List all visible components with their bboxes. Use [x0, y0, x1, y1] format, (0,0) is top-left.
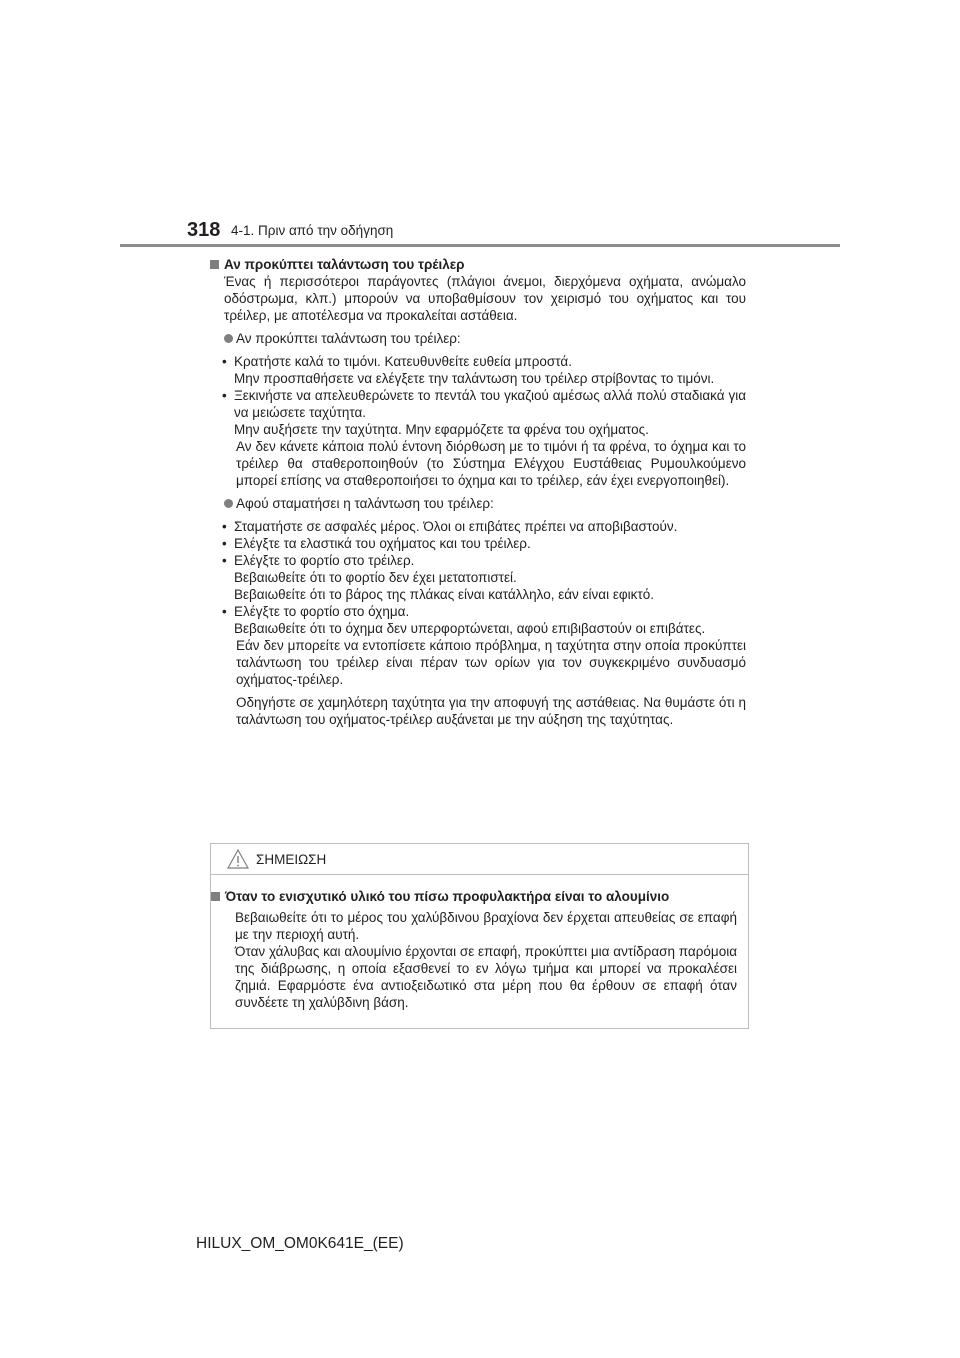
bullet-title: Κρατήστε καλά το τιμόνι. Κατευθυνθείτε ευθεία μπροστά.: [234, 354, 572, 369]
note-paragraph: Όταν χάλυβας και αλουμίνιο έρχονται σε επαφή, προκύπτει μια αντίδραση παρόμοια της διάβρωσης, η οποία εξασθενεί το εν λόγω τμήμα και μπορεί να προκαλέσει ζημιά. Εφαρμόστε ένα αντιοξειδωτικό στα μέρη που θα έρθουν σε επαφή όταν συνδέετε τη χαλύβδινη βάση.: [235, 944, 737, 1010]
square-bullet-icon: [211, 892, 220, 901]
bullet-list: [210, 518, 746, 637]
main-content: [210, 256, 746, 728]
bullet-subtext: Βεβαιωθείτε ότι το όχημα δεν υπερφορτώνεται, αφού επιβιβαστούν οι επιβάτες.: [234, 621, 706, 636]
square-bullet-icon: [210, 260, 219, 269]
list-item: [224, 330, 746, 347]
item-followup: Εάν δεν μπορείτε να εντοπίσετε κάποιο πρόβλημα, η ταχύτητα στην οποία προκύπτει ταλάντωση του τρέιλερ είναι πέραν των ορίων για τον συγκεκριμένο συνδυασμό οχήματος-τρέιλερ.: [236, 638, 746, 687]
dot-bullet: •: [222, 388, 227, 403]
section-heading-text: Αν προκύπτει ταλάντωση του τρέιλερ: [224, 257, 465, 272]
list-item: [224, 495, 746, 512]
bullet-subtext: Βεβαιωθείτε ότι το βάρος της πλάκας είναι κατάλληλο, εάν είναι εφικτό.: [234, 587, 654, 602]
circle-bullet-icon: [224, 334, 233, 343]
item-followup: Αν δεν κάνετε κάποια πολύ έντονη διόρθωση με το τιμόνι ή τα φρένα, το όχημα και το τρέιλερ θα σταθεροποιηθούν (το Σύστημα Ελέγχου Ευστάθειας Ρυμουλκούμενο μπορεί επίσης να σταθεροποιήσει το όχημα και το τρέιλερ, εάν έχει ενεργοποιηθεί).: [236, 439, 746, 488]
bullet-item: [222, 518, 746, 535]
note-heading-text: Όταν το ενισχυτικό υλικό του πίσω προφυλακτήρα είναι το αλουμίνιο: [225, 889, 670, 904]
dot-bullet: •: [222, 604, 227, 619]
intro-paragraph: Ένας ή περισσότεροι παράγοντες (πλάγιοι άνεμοι, διερχόμενα οχήματα, ανώμαλο οδόστρωμα, κλπ.) μπορούν να υποβαθμίσουν τον χειρισμό του οχήματος και του τρέιλερ, με αποτέλεσμα να προκαλείται αστάθεια.: [224, 274, 746, 323]
header-rule: [120, 244, 840, 247]
bullet-title: Σταματήστε σε ασφαλές μέρος. Όλοι οι επιβάτες πρέπει να αποβιβαστούν.: [234, 519, 678, 534]
bullet-list: [210, 353, 746, 438]
note-label: ΣΗΜΕΙΩΣΗ: [256, 852, 327, 867]
bullet-item: [222, 353, 746, 387]
bullet-item: [222, 603, 746, 637]
bullet-item: [222, 387, 746, 438]
bullet-subtext: Μην αυξήσετε την ταχύτητα. Μην εφαρμόζετε τα φρένα του οχήματος.: [234, 422, 649, 437]
circle-bullet-icon: [224, 499, 233, 508]
list-item-title: Αφού σταματήσει η ταλάντωση του τρέιλερ:: [236, 496, 494, 511]
note-heading: [211, 888, 737, 905]
dot-bullet: •: [222, 354, 227, 369]
section-title: 4-1. Πριν από την οδήγηση: [231, 223, 394, 238]
note-header: [211, 844, 748, 875]
dot-bullet: •: [222, 519, 227, 534]
list-item-title: Αν προκύπτει ταλάντωση του τρέιλερ:: [236, 331, 461, 346]
item-followup: Οδηγήστε σε χαμηλότερη ταχύτητα για την αποφυγή της αστάθειας. Να θυμάστε ότι η ταλάντωση του οχήματος-τρέιλερ αυξάνεται με την αύξηση της ταχύτητας.: [236, 695, 746, 727]
warning-triangle-icon: [227, 848, 249, 870]
dot-bullet: •: [222, 553, 227, 568]
bullet-title: Ελέγξτε τα ελαστικά του οχήματος και του τρέιλερ.: [234, 536, 531, 551]
dot-bullet: •: [222, 536, 227, 551]
bullet-subtext: Βεβαιωθείτε ότι το φορτίο δεν έχει μετατοπιστεί.: [234, 570, 517, 585]
footer-doc-code: HILUX_OM_OM0K641E_(EE): [196, 1235, 404, 1252]
page-number: 318: [187, 219, 221, 241]
note-box: [210, 843, 749, 1029]
note-body: [211, 888, 737, 1011]
bullet-item: [222, 535, 746, 552]
bullet-title: Ξεκινήστε να απελευθερώνετε το πεντάλ του γκαζιού αμέσως αλλά πολύ σταδιακά για να μειώσετε ταχύτητα.: [234, 388, 746, 420]
bullet-title: Ελέγξτε το φορτίο στο όχημα.: [234, 604, 410, 619]
bullet-subtext: Μην προσπαθήσετε να ελέγξετε την ταλάντωση του τρέιλερ στρίβοντας το τιμόνι.: [234, 371, 715, 386]
bullet-item: [222, 552, 746, 603]
section-heading: [210, 256, 746, 273]
note-paragraph: Βεβαιωθείτε ότι το μέρος του χαλύβδινου βραχίονα δεν έρχεται απευθείας σε επαφή με την περιοχή αυτή.: [235, 910, 737, 942]
bullet-title: Ελέγξτε το φορτίο στο τρέιλερ.: [234, 553, 415, 568]
